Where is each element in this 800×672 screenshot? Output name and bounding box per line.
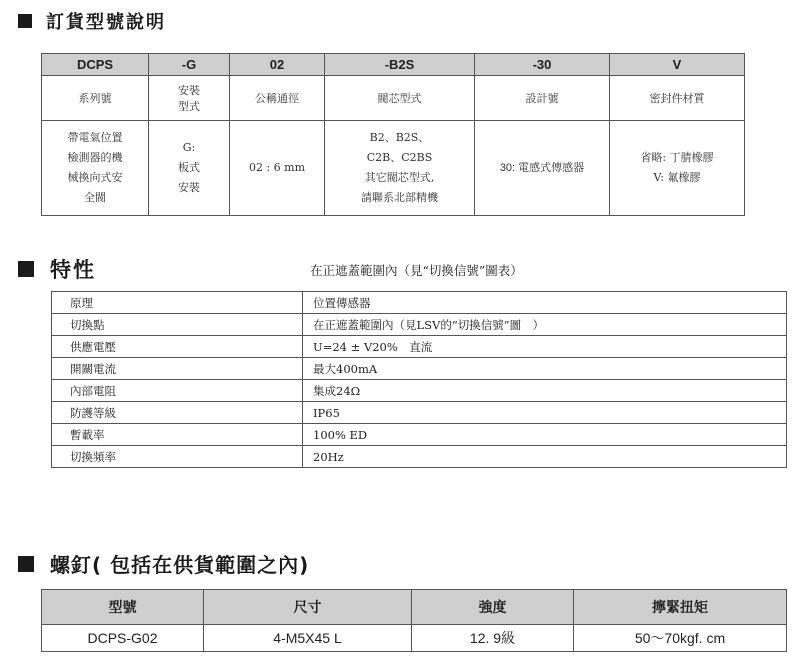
spec-name: 切換點	[52, 314, 303, 336]
section-bullet-icon	[18, 14, 32, 28]
spec-value: U=24 ± V20% 直流	[303, 336, 787, 358]
spec-name: 供應電壓	[52, 336, 303, 358]
order-segment-label	[325, 76, 475, 121]
screw-cell: DCPS-G02	[42, 625, 204, 652]
order-segment-label	[610, 76, 745, 121]
section-bullet-icon	[18, 556, 34, 572]
value-line: 板式	[178, 161, 200, 174]
order-segment-value	[230, 121, 325, 216]
order-segment-value	[149, 121, 230, 216]
screw-header-row	[42, 590, 787, 625]
order-segment-label	[42, 76, 149, 121]
order-code-segment: 02	[230, 54, 325, 76]
order-segment-value	[610, 121, 745, 216]
value-line: 請聯系北部精機	[361, 191, 438, 204]
order-segment-value	[475, 121, 610, 216]
label-line: 設計號	[525, 92, 559, 105]
spec-section-title: 特性	[18, 254, 96, 284]
screw-header-cell: 尺寸	[204, 590, 412, 625]
spec-row	[52, 336, 787, 358]
spec-row	[52, 402, 787, 424]
spec-name: 防護等級	[52, 402, 303, 424]
value-line: 檢測器的機	[67, 151, 123, 164]
label-line: 閥芯型式	[377, 92, 422, 105]
spec-name: 暫載率	[52, 424, 303, 446]
section-bullet-icon	[18, 261, 34, 277]
label-line: 安裝	[178, 84, 200, 97]
label-line: 密封件材質	[649, 92, 705, 105]
order-segment-label	[475, 76, 610, 121]
spec-row	[52, 446, 787, 468]
value-line: 省略: 丁腈橡膠	[640, 151, 714, 164]
spec-name: 原理	[52, 292, 303, 314]
order-section-title: 訂貨型號說明	[18, 8, 166, 34]
order-code-table	[41, 53, 745, 216]
spec-table	[51, 291, 787, 468]
spec-row	[52, 424, 787, 446]
spec-value: 20Hz	[303, 446, 787, 468]
screw-cell: 4-M5X45 L	[204, 625, 412, 652]
label-line: 系列號	[78, 92, 112, 105]
value-line: 械換向式安	[67, 171, 123, 184]
screw-table	[41, 589, 787, 652]
value-line: 帶電氣位置	[67, 131, 123, 144]
order-code-segment: -30	[475, 54, 610, 76]
screw-data-row	[42, 625, 787, 652]
value-line: C2B、C2BS	[366, 151, 433, 164]
order-code-segment: V	[610, 54, 745, 76]
spec-row	[52, 314, 787, 336]
value-line: 其它閥芯型式,	[364, 171, 435, 184]
spec-value: IP65	[303, 402, 787, 424]
spec-value: 最大400mA	[303, 358, 787, 380]
order-header-row	[42, 54, 745, 76]
screw-header-cell: 強度	[412, 590, 574, 625]
spec-name: 切換頻率	[52, 446, 303, 468]
label-line: 公稱通徑	[255, 92, 299, 105]
order-segment-label	[149, 76, 230, 121]
order-code-segment: DCPS	[42, 54, 149, 76]
value-line: 30: 電感式傳感器	[499, 162, 585, 174]
spec-name: 開關電流	[52, 358, 303, 380]
order-code-segment: -B2S	[325, 54, 475, 76]
value-line: 安裝	[178, 181, 200, 194]
spec-row	[52, 292, 787, 314]
spec-value: 位置傳感器	[303, 292, 787, 314]
value-line: B2、B2S、	[369, 131, 430, 144]
spec-value: 100% ED	[303, 424, 787, 446]
label-line: 型式	[178, 100, 200, 113]
value-line: 02 : 6 mm	[248, 161, 306, 174]
spec-row	[52, 358, 787, 380]
screw-header-cell: 型號	[42, 590, 204, 625]
order-segment-value	[325, 121, 475, 216]
value-line: 全閥	[84, 191, 106, 204]
screw-cell: 50～70kgf. cm	[574, 625, 787, 652]
screw-cell: 12. 9級	[412, 625, 574, 652]
spec-name: 內部電阻	[52, 380, 303, 402]
order-value-row	[42, 121, 745, 216]
order-label-row	[42, 76, 745, 121]
spec-row	[52, 380, 787, 402]
order-code-segment: -G	[149, 54, 230, 76]
screw-header-cell: 擰緊扭矩	[574, 590, 787, 625]
spec-value: 在正遮蓋範圍內（見LSV的“切換信號”圖 ）	[303, 314, 787, 336]
value-line: V: 氟橡膠	[653, 171, 701, 184]
order-segment-value	[42, 121, 149, 216]
value-line: G:	[182, 141, 196, 154]
spec-value: 集成24Ω	[303, 380, 787, 402]
order-segment-label	[230, 76, 325, 121]
screw-section-title: 螺釘( 包括在供貨範圍之內)	[18, 549, 309, 578]
spec-note: 在正遮蓋範圍內（見“切換信號”圖表）	[310, 263, 523, 278]
